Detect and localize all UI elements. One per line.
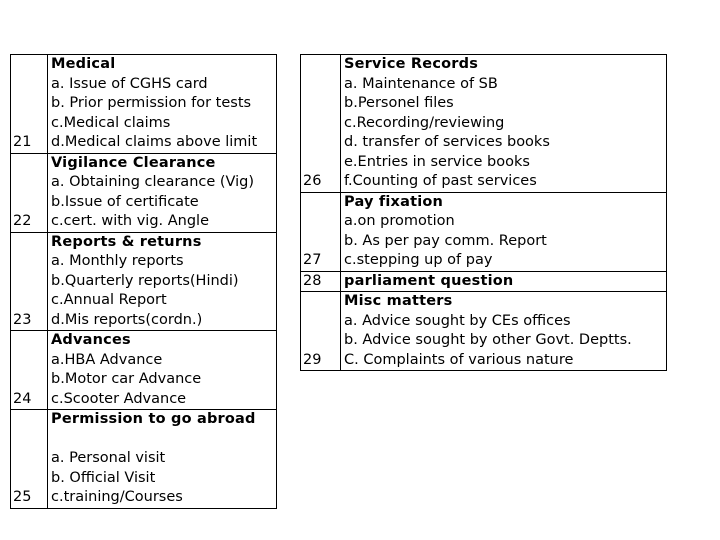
row-number: 29 — [301, 292, 341, 371]
row-content — [48, 153, 277, 232]
row-item: b. Advice sought by other Govt. Deptts. — [344, 332, 632, 348]
row-item: b.Issue of certificate — [51, 193, 199, 210]
row-number: 28 — [301, 271, 341, 292]
table-row — [11, 232, 277, 331]
row-content — [341, 192, 667, 271]
row-title: Pay fixation — [344, 193, 444, 210]
row-title: Advances — [51, 332, 131, 348]
row-item: a. Maintenance of SB — [344, 75, 498, 92]
row-item: c.stepping up of pay — [344, 252, 493, 268]
table-row — [301, 292, 667, 371]
row-item: f.Counting of past services — [344, 173, 537, 189]
row-number: 22 — [11, 153, 48, 232]
row-number: 27 — [301, 192, 341, 271]
row-item: a. Obtaining clearance (Vig) — [51, 174, 255, 190]
table-row — [11, 55, 277, 154]
row-item: a. Issue of CGHS card — [51, 75, 208, 92]
right-table — [300, 54, 667, 371]
row-content — [48, 410, 277, 509]
table-row — [301, 271, 667, 292]
row-item: a.on promotion — [344, 213, 455, 229]
row-number: 24 — [11, 331, 48, 410]
row-item: c.Scooter Advance — [51, 390, 187, 407]
row-item: e.Entries in service books — [344, 153, 530, 170]
row-title: Vigilance Clearance — [51, 154, 216, 171]
row-item: c.Annual Report — [51, 292, 167, 308]
row-number: 21 — [11, 55, 48, 154]
table-row — [11, 153, 277, 232]
row-title: Medical — [51, 56, 116, 72]
row-item: c.Recording/reviewing — [344, 114, 505, 131]
row-item: c.training/Courses — [51, 489, 183, 505]
row-item — [51, 430, 276, 450]
row-item: b. Official Visit — [51, 469, 156, 486]
row-item: d.Medical claims above limit — [51, 134, 258, 150]
row-number: 25 — [11, 410, 48, 509]
row-item: b.Motor car Advance — [51, 371, 202, 387]
row-item: a. Advice sought by CEs offices — [344, 312, 571, 329]
row-item: a. Personal visit — [51, 450, 166, 466]
row-content — [341, 292, 667, 371]
row-number: 26 — [301, 55, 341, 193]
row-item: d.Mis reports(cordn.) — [51, 311, 203, 328]
table-row — [301, 192, 667, 271]
row-title: Permission to go abroad — [51, 411, 256, 427]
row-item: a. Monthly reports — [51, 253, 184, 269]
row-content — [48, 232, 277, 331]
row-title: parliament question — [344, 272, 514, 289]
row-title: Misc matters — [344, 293, 453, 309]
row-content — [48, 331, 277, 410]
row-number: 23 — [11, 232, 48, 331]
table-row — [11, 331, 277, 410]
row-title: Service Records — [344, 56, 479, 72]
row-item: c.Medical claims — [51, 114, 171, 131]
row-title: Reports & returns — [51, 233, 202, 250]
row-item: d. transfer of services books — [344, 134, 550, 150]
table-row — [301, 55, 667, 193]
row-content — [341, 55, 667, 193]
table-row — [11, 410, 277, 509]
row-item: b.Quarterly reports(Hindi) — [51, 272, 239, 289]
row-item: c.cert. with vig. Angle — [51, 213, 210, 229]
row-content — [341, 271, 667, 292]
row-item: b.Personel files — [344, 95, 454, 111]
row-item: a.HBA Advance — [51, 351, 163, 368]
row-item: b. Prior permission for tests — [51, 95, 252, 111]
row-item: C. Complaints of various nature — [344, 351, 574, 368]
left-table — [10, 54, 277, 509]
row-content — [48, 55, 277, 154]
row-item: b. As per pay comm. Report — [344, 232, 547, 249]
